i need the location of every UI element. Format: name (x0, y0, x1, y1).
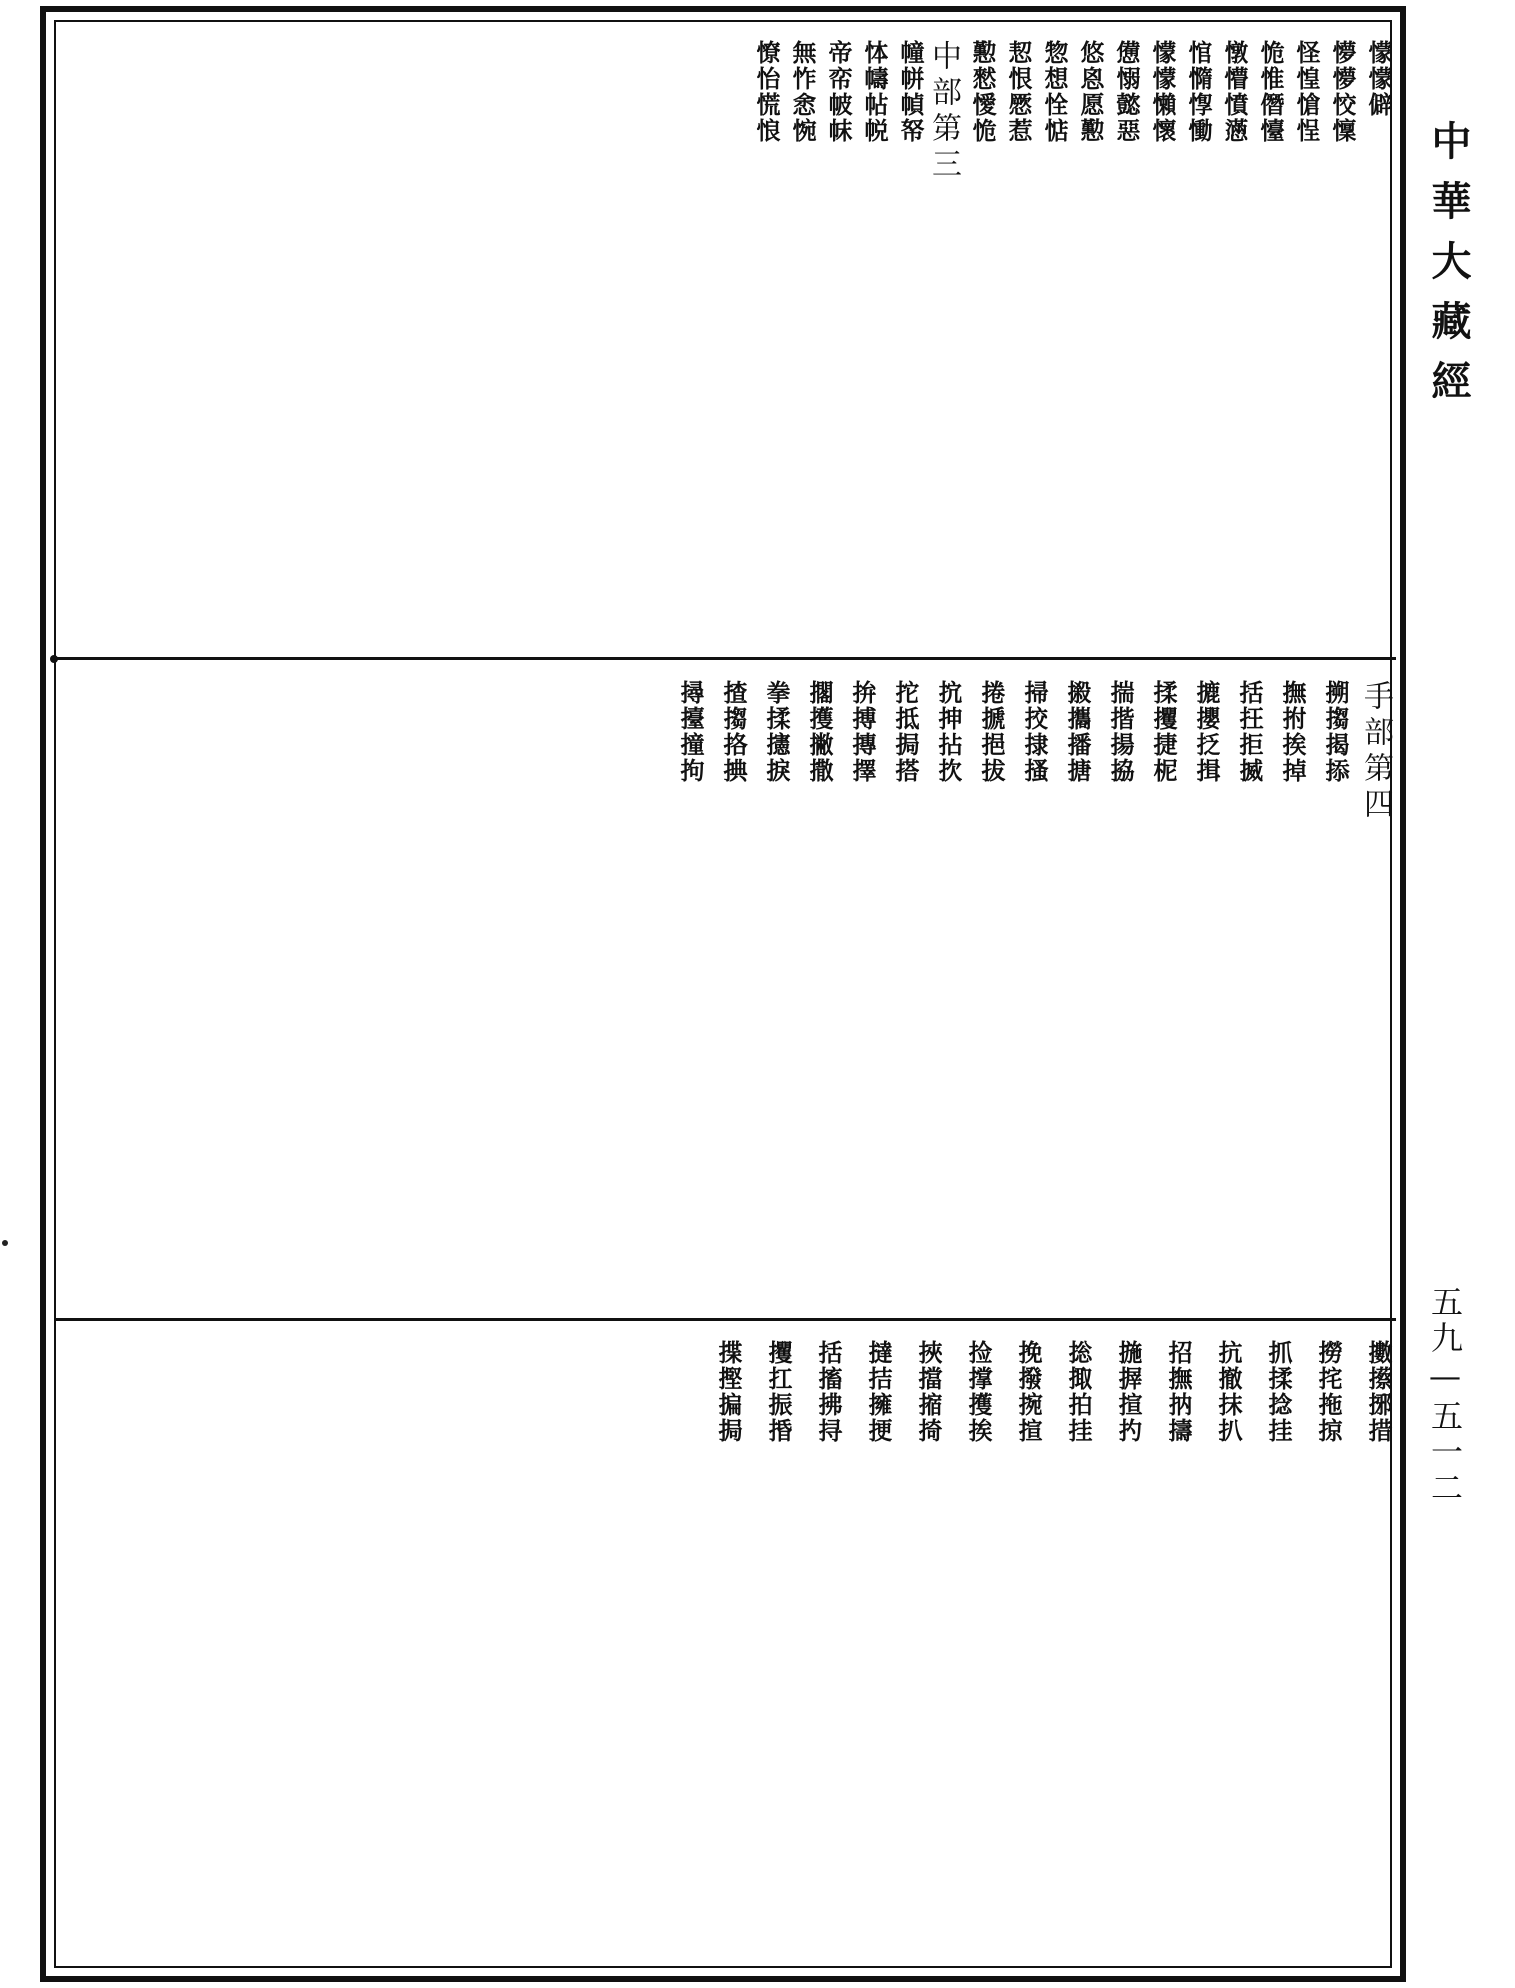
text-column: 摝攖抸揖 (1192, 680, 1221, 784)
text-column: 擱擭撇撒 (805, 680, 834, 784)
text-column: 揓搱揎扚 (1114, 1340, 1143, 1444)
text-column: 懜懜恔懍 (1328, 40, 1357, 144)
text-column: 㤓幬帖帨 (860, 40, 889, 144)
text-column: 怪惶愴悜 (1292, 40, 1321, 144)
text-column: 括抂拒揻 (1235, 680, 1264, 784)
text-column: 撈挓拖掠 (1314, 1340, 1343, 1444)
text-column: 挾擋摍掎 (914, 1340, 943, 1444)
text-column: 揣揩揚拹 (1106, 680, 1135, 784)
text-column: 幢帡幀帑 (896, 40, 925, 144)
text-column: 挽撥捥揎 (1014, 1340, 1043, 1444)
text-column: 捲搋挹拔 (977, 680, 1006, 784)
text-column: 拕抵挶搭 (891, 680, 920, 784)
section-heading: 中部第三 (926, 40, 961, 184)
section-hand-radical-part-2 (60, 1340, 1393, 1950)
text-column: 撏擡撞拘 (676, 680, 705, 784)
text-column: 揉攫捷柅 (1149, 680, 1178, 784)
text-column: 拳揉攇捩 (762, 680, 791, 784)
text-column: 捡撑擭挨 (964, 1340, 993, 1444)
text-column: 憊愵懿惡 (1112, 40, 1141, 144)
text-column: 悠恖愿懃 (1076, 40, 1105, 144)
text-column: 懞懞僻 (1364, 40, 1393, 118)
text-column: 悺憜惸慟 (1184, 40, 1213, 144)
text-column: 擻攃捓措 (1364, 1340, 1393, 1444)
text-column: 憞懵憤懣 (1220, 40, 1249, 144)
text-column: 憭怡慌悢 (752, 40, 781, 144)
text-column: 招撫抐擣 (1164, 1340, 1193, 1444)
text-column: 揸搊挌捵 (719, 680, 748, 784)
text-column: 撻拮擁挭 (864, 1340, 893, 1444)
text-column: 無怍悆惋 (788, 40, 817, 144)
divider-bullet-icon (50, 655, 58, 663)
text-column: 抭抻拈扻 (934, 680, 963, 784)
section-hand-radical-part-1 (60, 680, 1393, 1300)
section-heart-radical (60, 40, 1393, 640)
text-column: 恑惟僭懛 (1256, 40, 1285, 144)
text-column: 懞懞懶懷 (1148, 40, 1177, 144)
margin-dot-icon (2, 1240, 8, 1246)
section-divider-2 (54, 1318, 1396, 1321)
text-column: 懃憖懓恑 (968, 40, 997, 144)
text-column: 括搐拂挦 (814, 1340, 843, 1444)
text-column: 搠搊揭掭 (1321, 680, 1350, 784)
text-column: 拚搏摶擇 (848, 680, 877, 784)
text-column: 揲摼揙挶 (714, 1340, 743, 1444)
page-number: 五九—五一二 (1426, 1285, 1464, 1507)
text-column: 摋攜播搪 (1063, 680, 1092, 784)
text-column: 抗撤抹扒 (1214, 1340, 1243, 1444)
text-column: 攫扛振捪 (764, 1340, 793, 1444)
text-column: 捴掫拍挂 (1064, 1340, 1093, 1444)
text-column: 抓揉捻挂 (1264, 1340, 1293, 1444)
text-column: 惣想恮惦 (1040, 40, 1069, 144)
text-column: 帝帟帔帓 (824, 40, 853, 144)
collection-title: 中華大藏經 (1425, 120, 1472, 420)
text-column: 撫拊挨掉 (1278, 680, 1307, 784)
section-heading: 手部第四 (1358, 680, 1393, 824)
text-column: 掃挍捸搔 (1020, 680, 1049, 784)
section-divider-1 (54, 657, 1396, 660)
text-column: 恝恨憠惹 (1004, 40, 1033, 144)
